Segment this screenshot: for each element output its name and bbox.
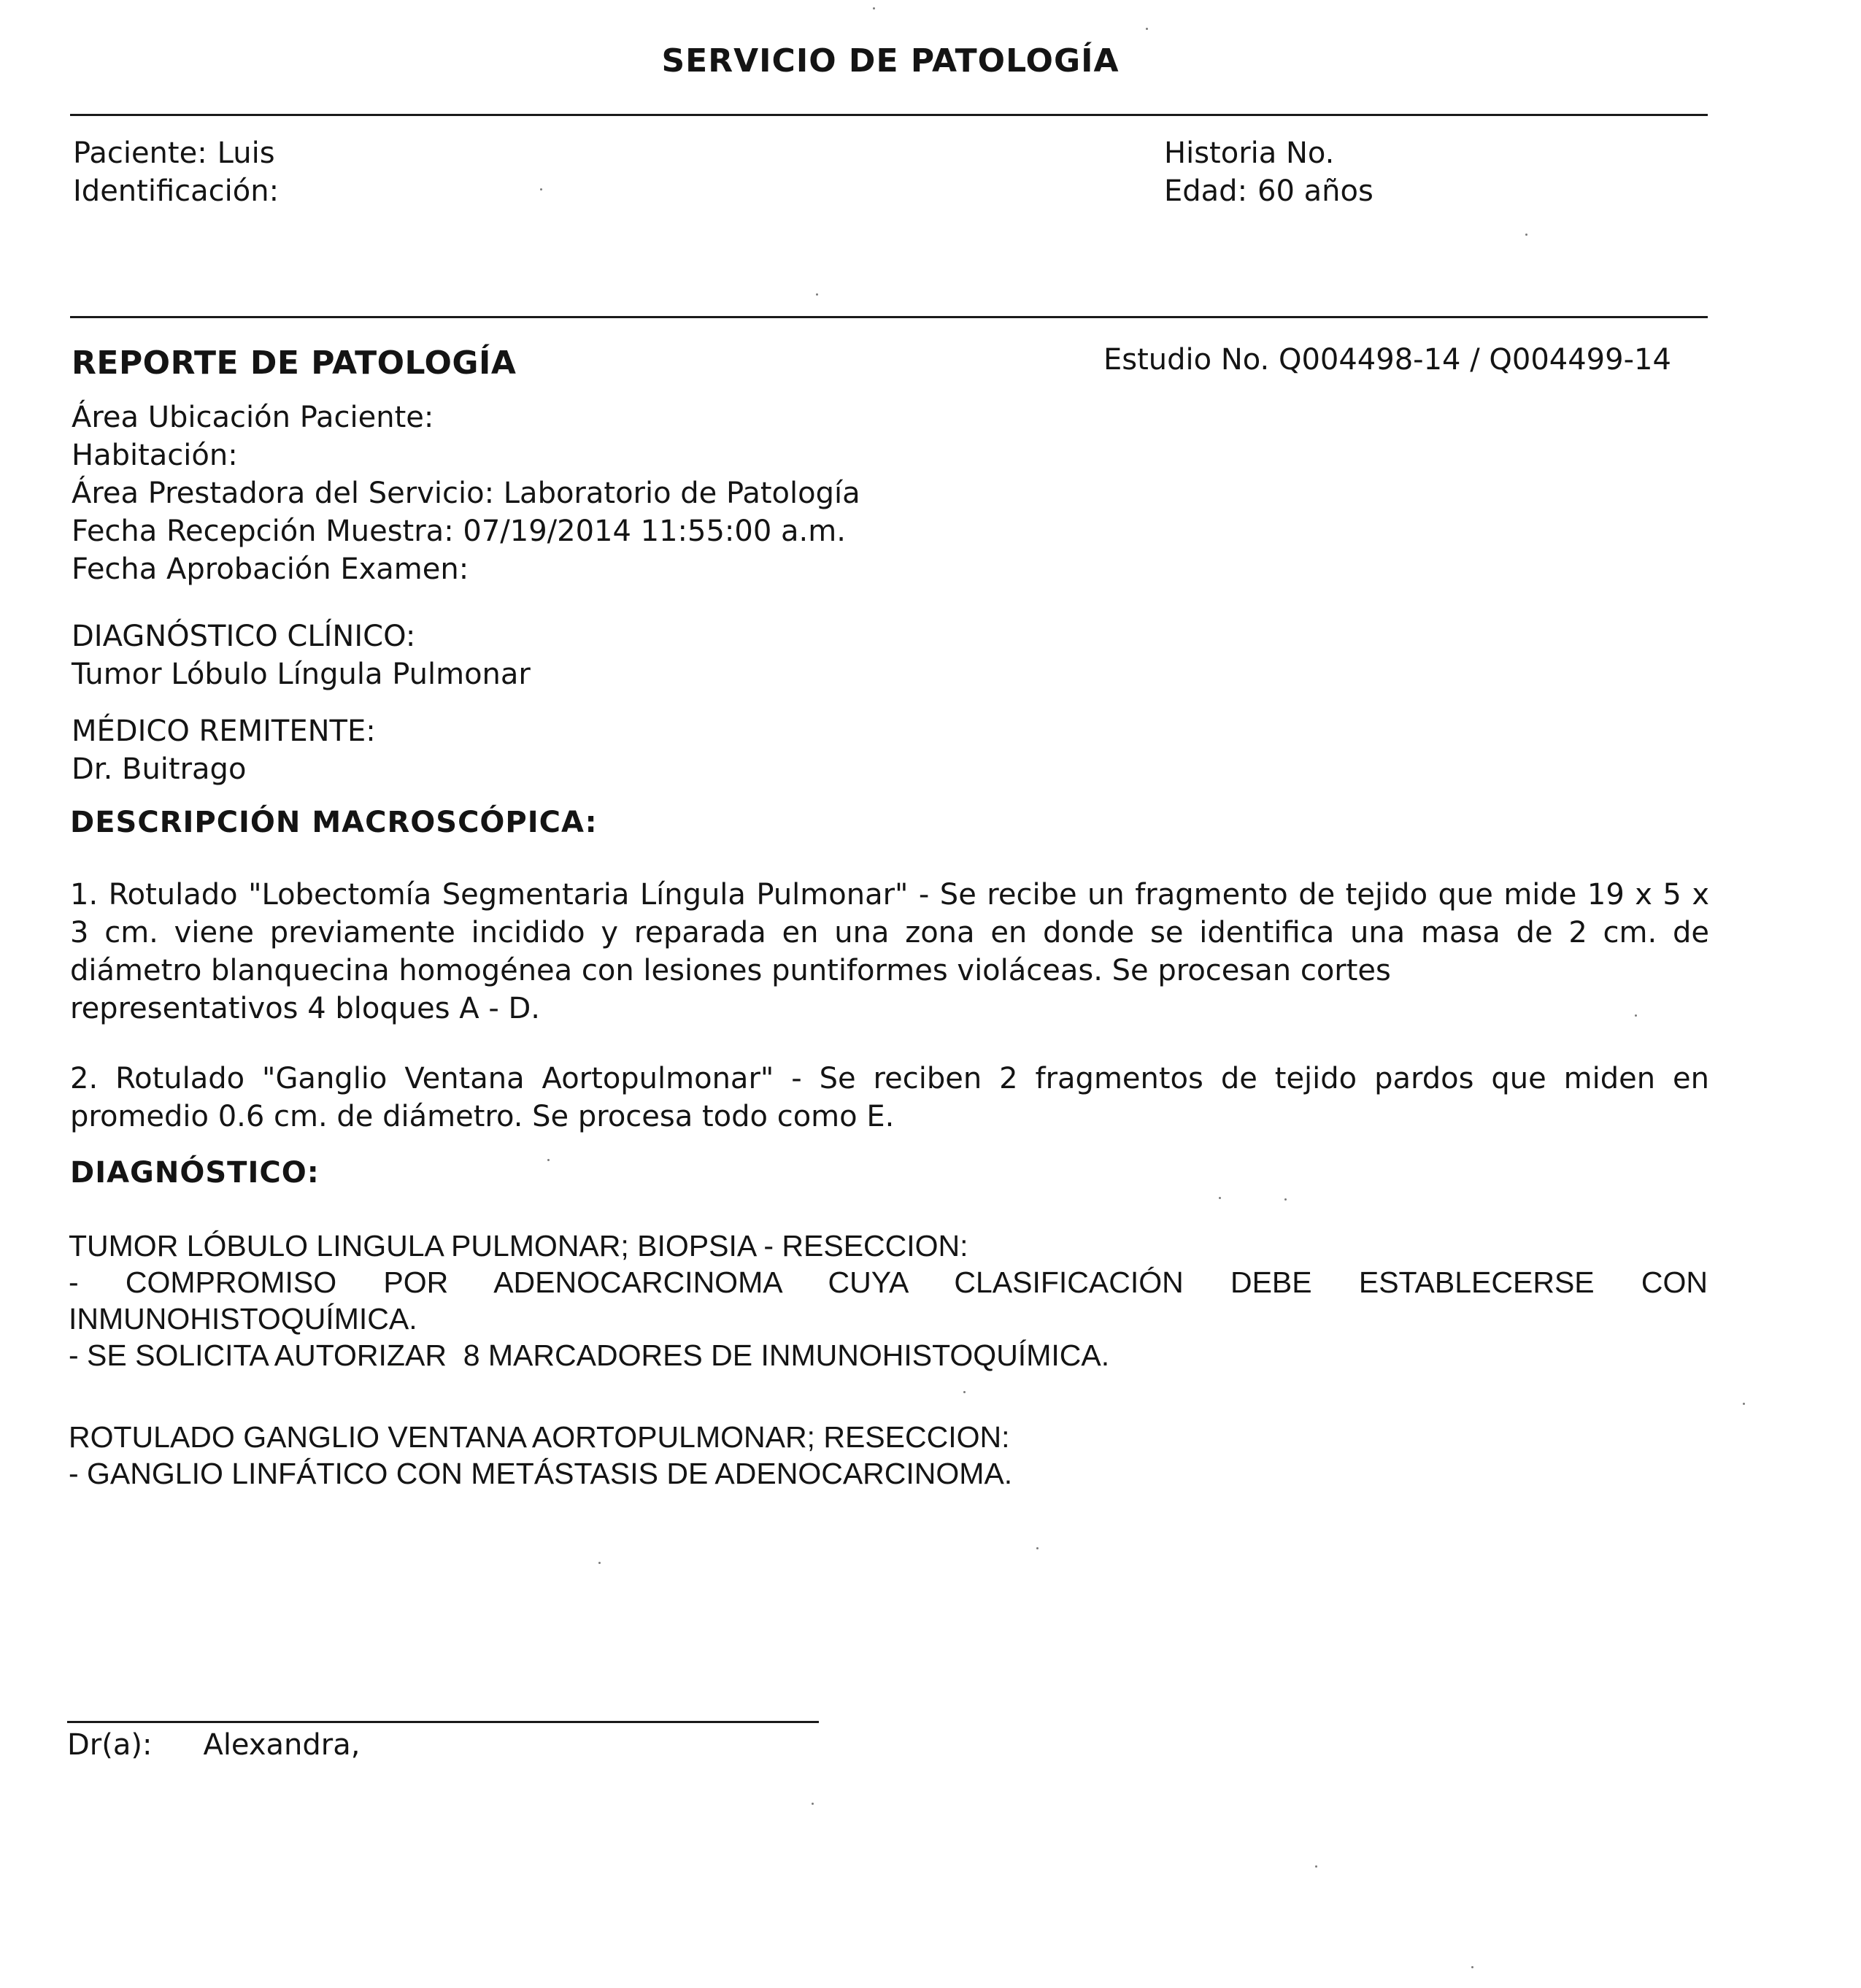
scan-speck: [816, 293, 818, 296]
clinical-diagnosis-heading: DIAGNÓSTICO CLÍNICO:: [72, 620, 416, 653]
page-title: SERVICIO DE PATOLOGÍA: [661, 42, 1120, 80]
macroscopic-item-1: [70, 876, 1709, 1028]
report-field: [72, 512, 860, 550]
signature-field: [67, 1728, 360, 1762]
referring-physician-heading: MÉDICO REMITENTE:: [72, 714, 376, 748]
scan-speck: [1219, 1197, 1221, 1199]
scan-speck: [540, 188, 542, 190]
clinical-diagnosis-value: Tumor Lóbulo Língula Pulmonar: [72, 658, 531, 691]
signature-label: Dr(a):: [67, 1728, 153, 1762]
study-number-label: Estudio No.: [1103, 343, 1270, 377]
report-field: [72, 550, 860, 588]
report-field-label: Fecha Recepción Muestra:: [72, 515, 454, 548]
macroscopic-item-2-text: 2. Rotulado "Ganglio Ventana Aortopulmonar" - Se reciben 2 fragmentos de tejido pardos que miden en: [70, 1062, 1709, 1095]
referring-physician-value: Dr. Buitrago: [72, 752, 247, 786]
report-field-label: Área Prestadora del Servicio:: [72, 477, 495, 510]
diagnosis-line: TUMOR LÓBULO LINGULA PULMONAR; BIOPSIA - RESECCION:: [69, 1229, 968, 1263]
report-field-value: 07/19/2014 11:55:00 a.m.: [463, 515, 846, 548]
macroscopic-item-1-text: 1. Rotulado "Lobectomía Segmentaria Língula Pulmonar" - Se recibe un fragmento de tejido que mide 19 x 5 x 3 cm. viene previamente incidido y reparada en una zona en donde se identifica una masa de 2 cm. de diámetro blanquecina homogénea con lesiones puntiformes violáceas. Se procesan cortes: [70, 878, 1709, 987]
study-number-field: [1103, 343, 1671, 377]
report-field: [72, 474, 860, 512]
diagnosis-block-2: [69, 1419, 1708, 1492]
study-number-value: Q004498-14 / Q004499-14: [1278, 343, 1671, 377]
scan-speck: [963, 1391, 966, 1393]
diagnosis-line: ROTULADO GANGLIO VENTANA AORTOPULMONAR; RESECCION:: [69, 1420, 1010, 1454]
scan-speck: [598, 1562, 601, 1564]
scan-speck: [1315, 1865, 1317, 1868]
scan-speck: [873, 7, 875, 9]
macroscopic-item-1-end: representativos 4 bloques A - D.: [70, 992, 541, 1025]
macroscopic-item-2-end: promedio 0.6 cm. de diámetro. Se procesa todo como E.: [70, 1100, 895, 1133]
signature-line: [67, 1721, 819, 1723]
patient-name-field: [73, 134, 275, 172]
patient-name-value: Luis: [217, 136, 275, 170]
report-field-label: Habitación:: [72, 439, 238, 472]
report-field: [72, 436, 860, 474]
record-number-field: [1164, 134, 1344, 172]
scan-speck: [547, 1159, 550, 1161]
patient-id-field: [73, 172, 289, 210]
report-field: [72, 398, 860, 436]
macroscopic-item-2: [70, 1060, 1709, 1136]
signature-name: Alexandra,: [203, 1728, 361, 1762]
patient-name-label: Paciente:: [73, 136, 207, 170]
scan-speck: [1743, 1403, 1745, 1405]
age-value: 60 años: [1257, 174, 1373, 208]
scan-speck: [1036, 1547, 1039, 1549]
referring-physician-section: [72, 712, 376, 788]
report-field-label: Área Ubicación Paciente:: [72, 401, 434, 434]
report-fields: [72, 398, 860, 588]
diagnosis-line: - GANGLIO LINFÁTICO CON METÁSTASIS DE ADENOCARCINOMA.: [69, 1457, 1013, 1490]
record-number-label: Historia No.: [1164, 136, 1335, 170]
diagnosis-line: INMUNOHISTOQUÍMICA.: [69, 1302, 417, 1336]
age-field: [1164, 172, 1373, 210]
scan-speck: [1471, 1966, 1473, 1968]
scan-speck: [812, 1803, 814, 1805]
diagnosis-heading: DIAGNÓSTICO:: [70, 1156, 320, 1190]
report-field-value: Laboratorio de Patología: [503, 477, 860, 510]
scan-speck: [1635, 1014, 1637, 1017]
scan-speck: [1284, 1198, 1287, 1201]
report-field-label: Fecha Aprobación Examen:: [72, 552, 469, 586]
report-title: REPORTE DE PATOLOGÍA: [72, 344, 517, 382]
header-divider: [70, 114, 1708, 116]
section-divider: [70, 316, 1708, 318]
scan-speck: [1525, 234, 1527, 236]
diagnosis-block-1: [69, 1228, 1708, 1374]
scan-speck: [1146, 28, 1148, 30]
patient-id-label: Identificación:: [73, 174, 280, 208]
macroscopic-heading: DESCRIPCIÓN MACROSCÓPICA:: [70, 806, 598, 839]
diagnosis-line: - SE SOLICITA AUTORIZAR 8 MARCADORES DE INMUNOHISTOQUÍMICA.: [69, 1338, 1110, 1372]
age-label: Edad:: [1164, 174, 1248, 208]
diagnosis-line: - COMPROMISO POR ADENOCARCINOMA CUYA CLASIFICACIÓN DEBE ESTABLECERSE CON: [69, 1265, 1708, 1299]
clinical-diagnosis-section: [72, 617, 531, 693]
